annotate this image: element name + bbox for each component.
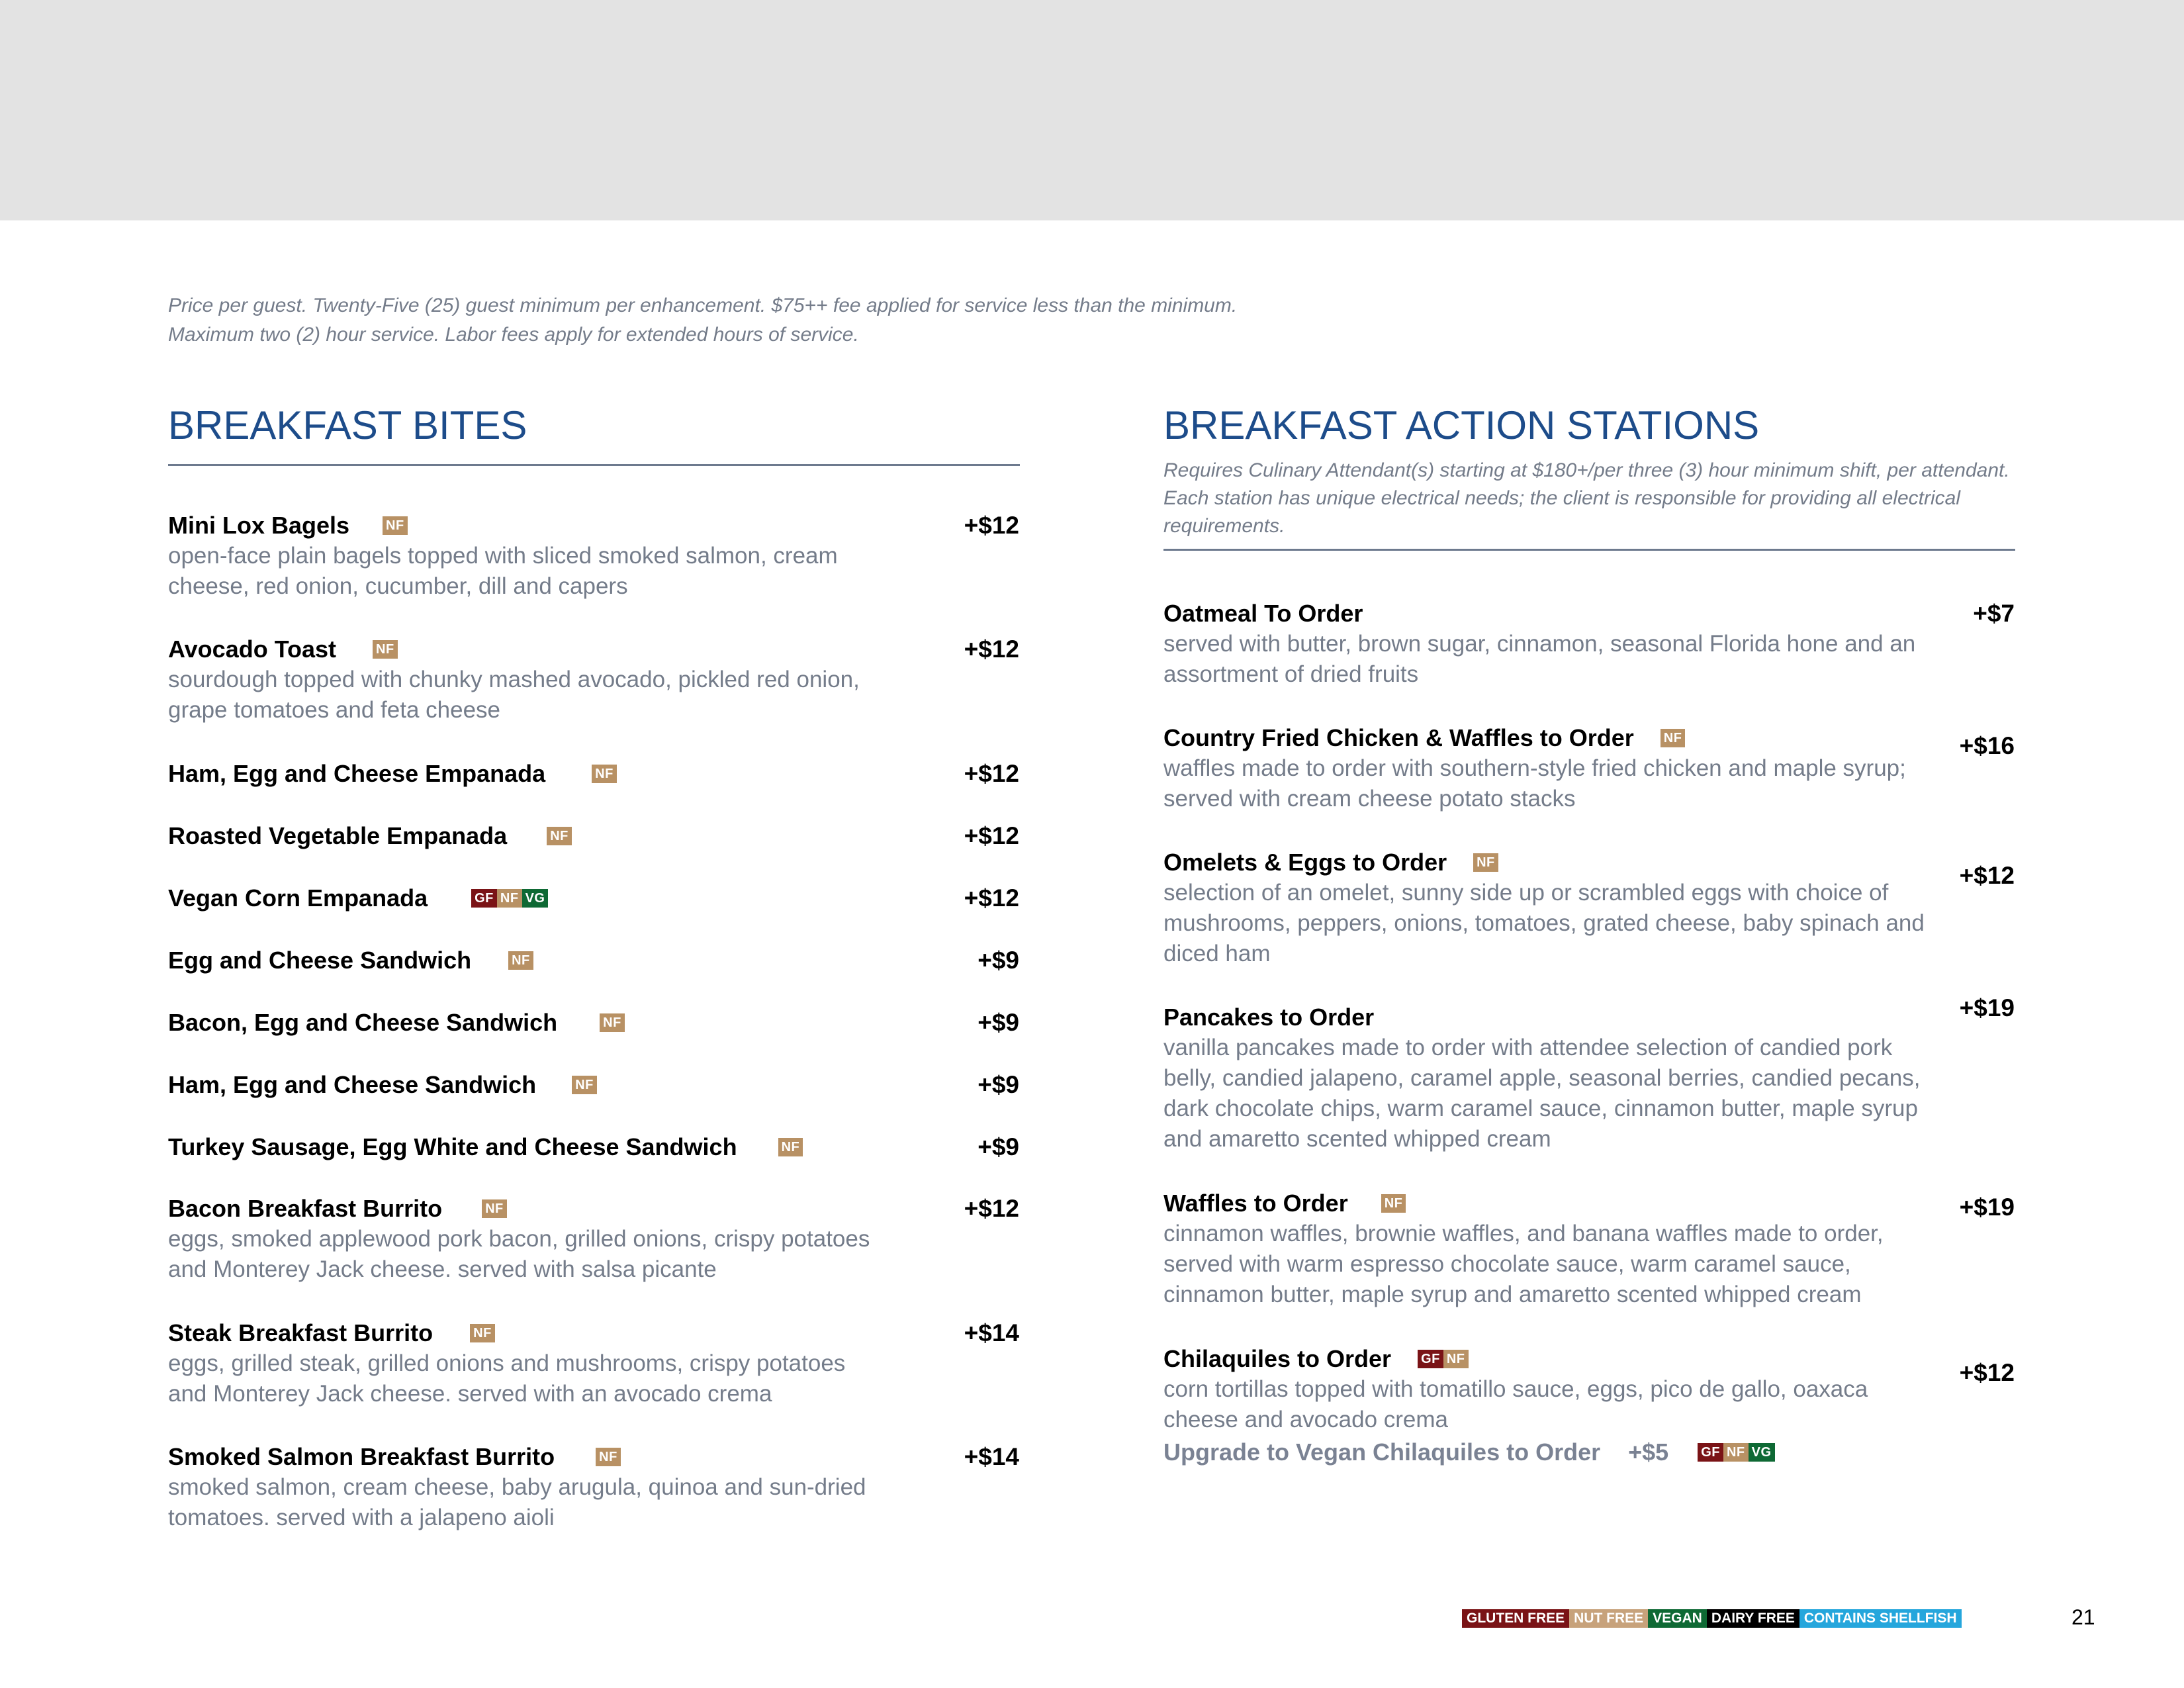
gluten-free-badge: GF — [471, 889, 497, 908]
nut-free-badge: NF — [1661, 729, 1686, 747]
item-description: open-face plain bagels topped with sliced smoked salmon, cream cheese, red onion, cucumber, dill and capers — [168, 543, 838, 599]
item-price: +$7 — [1973, 600, 2015, 627]
item-name: Egg and Cheese Sandwich — [168, 947, 472, 974]
item-name: Bacon, Egg and Cheese Sandwich — [168, 1009, 558, 1036]
item-price: +$12 — [1959, 1359, 2015, 1386]
item-description: cinnamon waffles, brownie waffles, and banana waffles made to order, served with warm espresso chocolate sauce, warm caramel sauce, cinnamon butter, maple syrup and amaretto scented whipped cream — [1163, 1221, 1884, 1307]
vegan-badge: VG — [522, 889, 549, 908]
item-price: +$19 — [1959, 994, 2015, 1021]
item-description: selection of an omelet, sunny side up or scrambled eggs with choice of mushrooms, peppers, onions, tomatoes, grated cheese, baby spinach and diced ham — [1163, 880, 1925, 966]
nut-free-badge: NF — [497, 889, 522, 908]
item-name: Avocado Toast — [168, 635, 337, 663]
item-name: Bacon Breakfast Burrito — [168, 1195, 443, 1222]
item-name: Ham, Egg and Cheese Sandwich — [168, 1071, 537, 1098]
item-name: Smoked Salmon Breakfast Burrito — [168, 1443, 555, 1470]
nut-free-badge: NF — [1381, 1194, 1406, 1213]
pricing-note — [168, 291, 1426, 350]
item-price: +$12 — [964, 635, 1019, 663]
item-name: Roasted Vegetable Empanada — [168, 822, 508, 849]
action-stations-note: Requires Culinary Attendant(s) starting at $180+/per three (3) hour minimum shift, per attendant. Each station has unique electrical needs; the client is responsible for providing all electrical requirements. — [1163, 459, 2010, 537]
nut-free-badge: NF — [373, 640, 398, 659]
item-description: smoked salmon, cream cheese, baby arugula, quinoa and sun-dried tomatoes. served with a jalapeno aioli — [168, 1474, 866, 1530]
legend-nut-free: NUT FREE — [1569, 1609, 1648, 1628]
item-price: +$9 — [978, 1009, 1019, 1036]
item-description: eggs, smoked applewood pork bacon, grilled onions, crispy potatoes and Monterey Jack cheese. served with salsa picante — [168, 1226, 870, 1282]
item-name: Omelets & Eggs to Order — [1163, 849, 1447, 876]
item-name: Mini Lox Bagels — [168, 512, 350, 539]
item-name: Ham, Egg and Cheese Empanada — [168, 760, 546, 787]
breakfast-bites-divider — [168, 464, 1020, 466]
nut-free-badge: NF — [778, 1138, 803, 1156]
nut-free-badge: NF — [1473, 853, 1498, 872]
upgrade-label: Upgrade to Vegan Chilaquiles to Order — [1163, 1438, 1601, 1466]
nut-free-badge: NF — [508, 951, 533, 970]
item-price: +$12 — [1959, 862, 2015, 889]
item-price: +$9 — [978, 1071, 1019, 1098]
pricing-note-line-2: Maximum two (2) hour service. Labor fees apply for extended hours of service. — [168, 324, 859, 346]
item-name: Steak Breakfast Burrito — [168, 1319, 433, 1346]
nut-free-badge: NF — [470, 1324, 495, 1342]
nut-free-badge: NF — [1443, 1350, 1469, 1368]
item-price: +$14 — [964, 1443, 1019, 1470]
item-name: Pancakes to Order — [1163, 1004, 1375, 1031]
header-band — [0, 0, 2184, 220]
nut-free-badge: NF — [547, 827, 572, 845]
gluten-free-badge: GF — [1698, 1443, 1723, 1462]
item-name: Chilaquiles to Order — [1163, 1345, 1392, 1372]
item-description: waffles made to order with southern-style fried chicken and maple syrup; served with cream cheese potato stacks — [1163, 755, 1906, 812]
nut-free-badge: NF — [482, 1199, 507, 1218]
nut-free-badge: NF — [600, 1013, 625, 1032]
item-price: +$19 — [1959, 1194, 2015, 1221]
upgrade-price: +$5 — [1628, 1438, 1669, 1466]
nut-free-badge: NF — [592, 765, 617, 783]
action-stations-title: BREAKFAST ACTION STATIONS — [1163, 403, 1760, 447]
item-description: served with butter, brown sugar, cinnamon, seasonal Florida hone and an assortment of dried fruits — [1163, 631, 1916, 687]
page-number: 21 — [2071, 1605, 2095, 1629]
item-price: +$12 — [964, 1195, 1019, 1222]
item-name: Turkey Sausage, Egg White and Cheese Sandwich — [168, 1133, 737, 1160]
item-name: Country Fried Chicken & Waffles to Order — [1163, 724, 1634, 751]
item-price: +$12 — [964, 884, 1019, 912]
item-price: +$9 — [978, 947, 1019, 974]
item-price: +$12 — [964, 760, 1019, 787]
legend-contains-shellfish: CONTAINS SHELLFISH — [1799, 1609, 1962, 1628]
nut-free-badge: NF — [596, 1448, 621, 1466]
item-price: +$12 — [964, 512, 1019, 539]
legend-dairy-free: DAIRY FREE — [1707, 1609, 1799, 1628]
item-name: Waffles to Order — [1163, 1190, 1348, 1217]
gluten-free-badge: GF — [1418, 1350, 1443, 1368]
legend-gluten-free: GLUTEN FREE — [1462, 1609, 1569, 1628]
pricing-note-line-1: Price per guest. Twenty-Five (25) guest minimum per enhancement. $75++ fee applied for service less than the minimum. — [168, 295, 1238, 316]
item-price: +$12 — [964, 822, 1019, 849]
nut-free-badge: NF — [572, 1076, 597, 1094]
action-stations-divider — [1163, 549, 2015, 551]
item-description: sourdough topped with chunky mashed avocado, pickled red onion, grape tomatoes and feta cheese — [168, 667, 860, 723]
breakfast-bites-title: BREAKFAST BITES — [168, 403, 527, 447]
dietary-legend — [1462, 1609, 1962, 1628]
item-description: eggs, grilled steak, grilled onions and mushrooms, crispy potatoes and Monterey Jack cheese. served with an avocado crema — [168, 1350, 846, 1407]
vegan-badge: VG — [1749, 1443, 1775, 1462]
item-name: Vegan Corn Empanada — [168, 884, 428, 912]
nut-free-badge: NF — [383, 516, 408, 535]
item-name: Oatmeal To Order — [1163, 600, 1363, 627]
vegan-upgrade-option — [1163, 1437, 1775, 1468]
item-description: corn tortillas topped with tomatillo sauce, eggs, pico de gallo, oaxaca cheese and avocado crema — [1163, 1376, 1868, 1432]
item-price: +$14 — [964, 1319, 1019, 1346]
item-price: +$9 — [978, 1133, 1019, 1160]
item-description: vanilla pancakes made to order with attendee selection of candied pork belly, candied jalapeno, caramel apple, seasonal berries, candied pecans, dark chocolate chips, warm caramel sauce, cinnamon butter, maple syrup and amaretto scented whipped cream — [1163, 1035, 1921, 1152]
nut-free-badge: NF — [1723, 1443, 1749, 1462]
legend-vegan: VEGAN — [1648, 1609, 1707, 1628]
item-price: +$16 — [1959, 732, 2015, 759]
